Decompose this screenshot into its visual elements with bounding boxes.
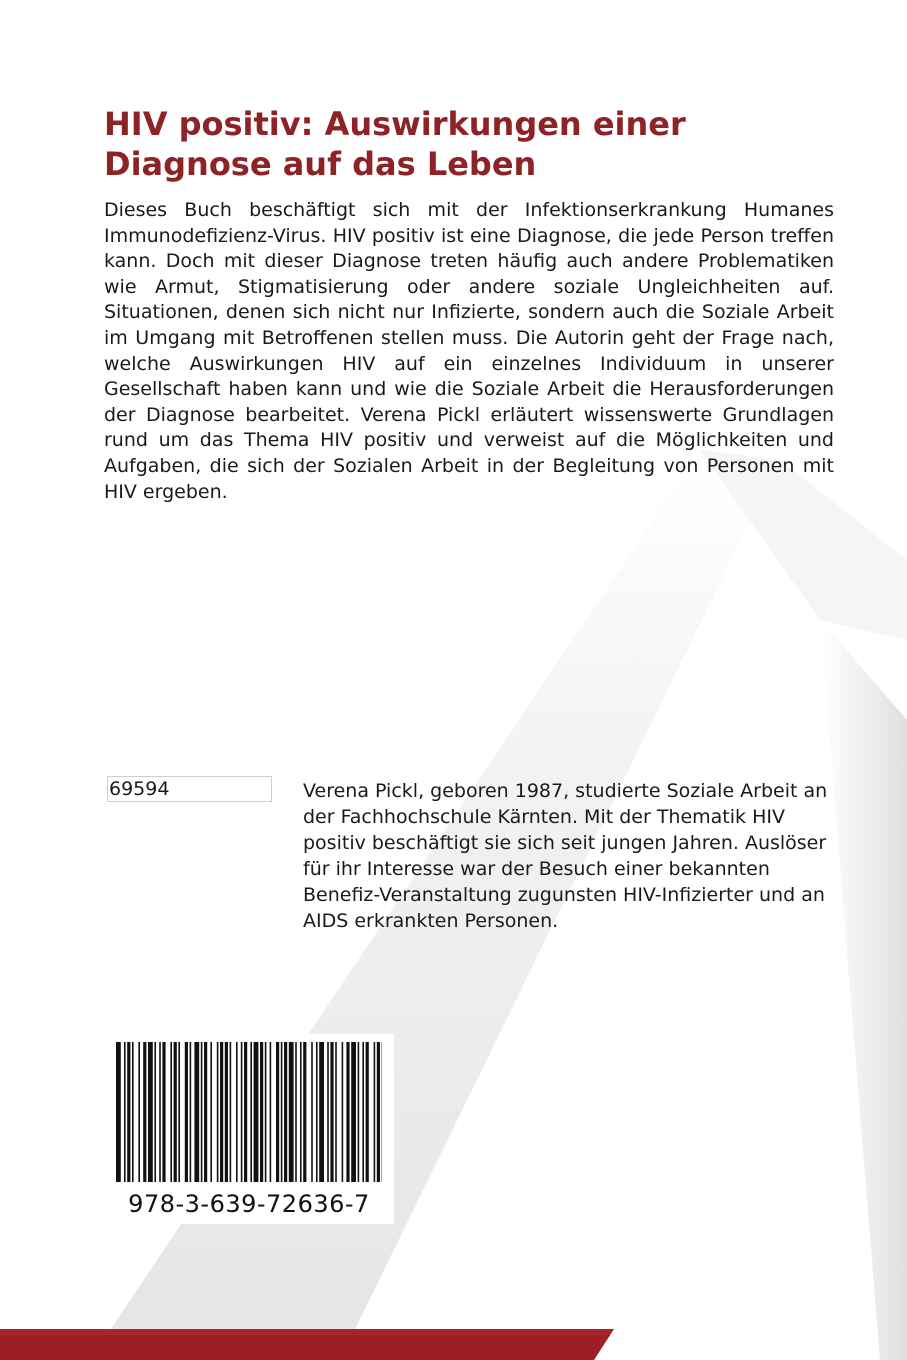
barcode-bar <box>362 1042 364 1182</box>
barcode-bar <box>284 1042 287 1182</box>
barcode-bar <box>154 1042 156 1182</box>
barcode-bar <box>316 1042 318 1182</box>
barcode-bar <box>281 1042 283 1182</box>
barcode-bar <box>127 1042 130 1182</box>
barcode-bar <box>377 1042 380 1182</box>
barcode-bar <box>303 1042 306 1182</box>
barcode-bar <box>300 1042 302 1182</box>
barcode-bar <box>170 1042 172 1182</box>
barcode-bar <box>138 1042 140 1182</box>
barcode-bar <box>174 1042 177 1182</box>
book-title: HIV positiv: Auswirkungen einer Diagnose auf das Leben <box>104 105 686 183</box>
barcode-bar <box>335 1042 337 1182</box>
barcode-bar <box>270 1042 272 1182</box>
barcode-bar <box>236 1042 238 1182</box>
barcode-bar <box>220 1042 223 1182</box>
barcode-bar <box>254 1042 259 1182</box>
barcode-bar <box>330 1042 333 1182</box>
author-bio: Verena Pickl, geboren 1987, studierte Soziale Arbeit an der Fachhochschule Kärnten. Mit der Thematik HIV positiv beschäftigt sie sich seit jungen Jahren. Auslöser für ihr Interesse war der Besuch einer bekannten Benefiz-Veranstaltung zugunsten HIV-Infizierter und an AIDS erkrankten Personen. <box>303 780 828 932</box>
barcode-bar <box>204 1042 207 1182</box>
barcode-bar <box>295 1042 297 1182</box>
barcode-bar <box>374 1042 376 1182</box>
barcode-bar <box>260 1042 263 1182</box>
barcode-bar <box>311 1042 313 1182</box>
barcode-bar <box>366 1042 369 1182</box>
barcode-bar <box>225 1042 228 1182</box>
barcode-bar <box>276 1042 279 1182</box>
barcode-bar <box>342 1042 344 1182</box>
book-blurb: Dieses Buch beschäftigt sich mit der Infektionserkrankung Humanes Immunodefizienz-Virus. HIV positiv ist eine Diagnose, die jede Person treffen kann. Doch mit dieser Diagnose treten häufig auch andere Problematiken wie Armut, Stigmatisierung oder andere soziale Ungleichheiten auf. Situationen, denen sich nicht nur Infizierte, sondern auch die Soziale Arbeit im Umgang mit Betroffenen stellen muss. Die Autorin geht der Frage nach, welche Auswirkungen HIV auf ein einzelnes Individuum in unserer Gesellschaft haben kann und wie die Soziale Arbeit die Herausforderungen der Diagnose bearbeitet. Verena Pickl erläutert wissenswerte Grundlagen rund um das Thema HIV positiv und verweist auf die Möglichkeiten und Aufgaben, die sich der Sozialen Arbeit in der Begleitung von Personen mit HIV ergeben. <box>104 199 834 503</box>
barcode-bar <box>124 1042 126 1182</box>
barcode-bar <box>327 1042 329 1182</box>
barcode-bar <box>210 1042 212 1182</box>
barcode-bar <box>230 1042 232 1182</box>
barcode-bar <box>346 1042 349 1182</box>
barcode-bar <box>351 1042 356 1182</box>
barcode-bar <box>148 1042 153 1182</box>
barcode-bar <box>289 1042 294 1182</box>
barcode-bar <box>178 1042 180 1182</box>
barcode-bar <box>241 1042 243 1182</box>
barcode-bar <box>194 1042 199 1182</box>
barcode-bar <box>201 1042 203 1182</box>
barcode-bar <box>217 1042 219 1182</box>
barcode-bar <box>319 1042 324 1182</box>
barcode-bar <box>265 1042 267 1182</box>
barcode-bar <box>132 1042 134 1182</box>
barcode-bar <box>162 1042 165 1182</box>
barcode-bar <box>244 1042 247 1182</box>
isbn-barcode <box>104 1034 394 1224</box>
barcode-bar <box>116 1042 121 1182</box>
barcode-bar <box>143 1042 146 1182</box>
isbn-number: 978-3-639-72636-7 <box>128 1190 370 1218</box>
barcode-bar <box>358 1042 360 1182</box>
barcode-bar <box>190 1042 192 1182</box>
barcode-bar <box>250 1042 252 1182</box>
barcode-bar <box>159 1042 161 1182</box>
barcode-bar <box>185 1042 188 1182</box>
publisher-code-box: 69594 <box>107 776 272 802</box>
barcode-bars <box>116 1042 382 1192</box>
